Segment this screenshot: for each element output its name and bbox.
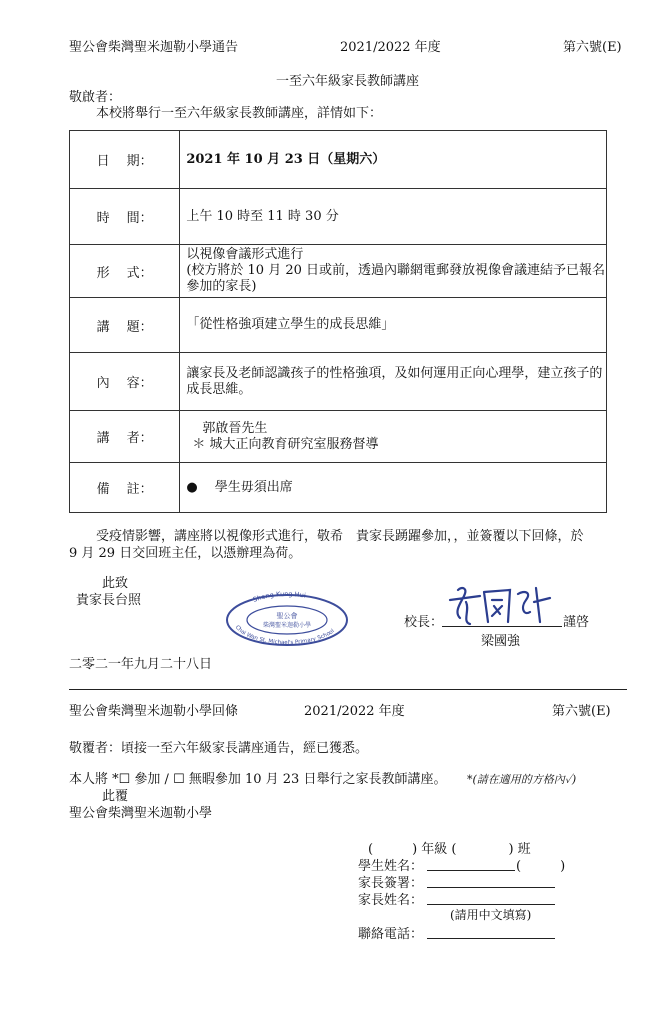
reply-note: *(請在適用的方格內✓) bbox=[467, 773, 577, 786]
svg-text:Sheng Kung Hui: Sheng Kung Hui bbox=[251, 590, 307, 604]
row-label: 備 註： bbox=[70, 463, 180, 513]
speaker-value: 郭啟晉先生 ＊ 城大正向教育研究室服務督導 bbox=[180, 411, 607, 463]
reply-school-name: 聖公會柴灣聖米迦勒小學回條 bbox=[69, 704, 239, 719]
paragraph-line-1: 受疫情影響，講座將以視像形式進行，敬希 貴家長踴躍參加，，並簽覆以下回條，於 bbox=[96, 529, 584, 544]
principal-suffix: 謹啓 bbox=[563, 615, 590, 630]
date-value: 2021 年 10 月 23 日（星期六） bbox=[180, 131, 607, 189]
student-name-field[interactable] bbox=[427, 870, 515, 871]
parent-name-field[interactable] bbox=[427, 904, 555, 905]
reply-choice: 本人將 *☐ 參加 / ☐ 無暇參加 10 月 23 日舉行之家長教師講座。 bbox=[69, 772, 447, 787]
table-row bbox=[70, 298, 607, 353]
parent-name-label: 家長姓名： bbox=[358, 893, 424, 908]
svg-text:聖公會: 聖公會 bbox=[276, 612, 298, 620]
table-row bbox=[70, 411, 607, 463]
reply-closing-1: 此覆 bbox=[102, 789, 129, 804]
intro-text: 本校將舉行一至六年級家長教師講座，詳情如下： bbox=[96, 106, 383, 121]
student-name-label: 學生姓名： bbox=[358, 859, 424, 874]
reply-number: 第六號(E) bbox=[552, 704, 611, 719]
table-row bbox=[70, 353, 607, 411]
format-value: 以視像會議形式進行 (校方將於 10 月 20 日或前，透過內聯網電郵發放視像會議連結予已報名 參加的家長) bbox=[180, 245, 607, 298]
closing-2: 貴家長台照 bbox=[76, 593, 142, 608]
school-seal-stamp bbox=[223, 590, 351, 646]
reply-year: 2021/2022 年度 bbox=[304, 704, 405, 719]
reply-closing-2: 聖公會柴灣聖米迦勒小學 bbox=[69, 806, 213, 821]
time-value: 上午 10 時至 11 時 30 分 bbox=[180, 189, 607, 245]
notice-date: 二零二一年九月二十八日 bbox=[69, 657, 213, 672]
salutation: 敬啟者： bbox=[69, 90, 122, 105]
cut-line-divider bbox=[69, 689, 627, 690]
row-label: 內 容： bbox=[70, 353, 180, 411]
notice-title: 一至六年級家長教師講座 bbox=[276, 74, 420, 89]
student-number-paren: ( ) bbox=[516, 859, 566, 874]
principal-label: 校長： bbox=[404, 615, 444, 630]
table-row bbox=[70, 463, 607, 513]
table-row bbox=[70, 245, 607, 298]
closing-1: 此致 bbox=[102, 576, 129, 591]
content-value: 讓家長及老師認識孩子的性格強項，及如何運用正向心理學，建立孩子的 成長思維。 bbox=[180, 353, 607, 411]
chinese-note: (請用中文填寫) bbox=[450, 908, 532, 922]
principal-signature bbox=[440, 582, 560, 628]
event-details-table bbox=[69, 130, 607, 513]
school-year: 2021/2022 年度 bbox=[340, 40, 441, 55]
notice-number: 第六號(E) bbox=[563, 40, 622, 55]
principal-name: 梁國強 bbox=[481, 634, 521, 649]
row-label: 講 者： bbox=[70, 411, 180, 463]
school-name: 聖公會柴灣聖米迦勒小學通告 bbox=[69, 40, 239, 55]
row-label: 講 題： bbox=[70, 298, 180, 353]
class-line: ( ) 年級 ( ) 班 bbox=[368, 842, 531, 857]
row-label: 日 期： bbox=[70, 131, 180, 189]
phone-label: 聯絡電話： bbox=[358, 927, 424, 942]
table-row bbox=[70, 189, 607, 245]
svg-text:柴灣聖米迦勒小學: 柴灣聖米迦勒小學 bbox=[262, 622, 312, 629]
parent-sign-field[interactable] bbox=[427, 887, 555, 888]
row-label: 時 間： bbox=[70, 189, 180, 245]
remark-value: ● 學生毋須出席 bbox=[180, 463, 607, 513]
row-label: 形 式： bbox=[70, 245, 180, 298]
topic-value: 「從性格強項建立學生的成長思維」 bbox=[180, 298, 607, 353]
table-row bbox=[70, 131, 607, 189]
reply-ack: 敬覆者：頃接一至六年級家長講座通告，經已獲悉。 bbox=[69, 741, 369, 756]
paragraph-line-2: 9 月 29 日交回班主任，以憑辦理為荷。 bbox=[69, 546, 302, 561]
phone-field[interactable] bbox=[427, 938, 555, 939]
parent-sign-label: 家長簽署： bbox=[358, 876, 424, 891]
svg-text:Chai Wan St. Michael's Primary: Chai Wan St. Michael's Primary School bbox=[233, 624, 336, 646]
